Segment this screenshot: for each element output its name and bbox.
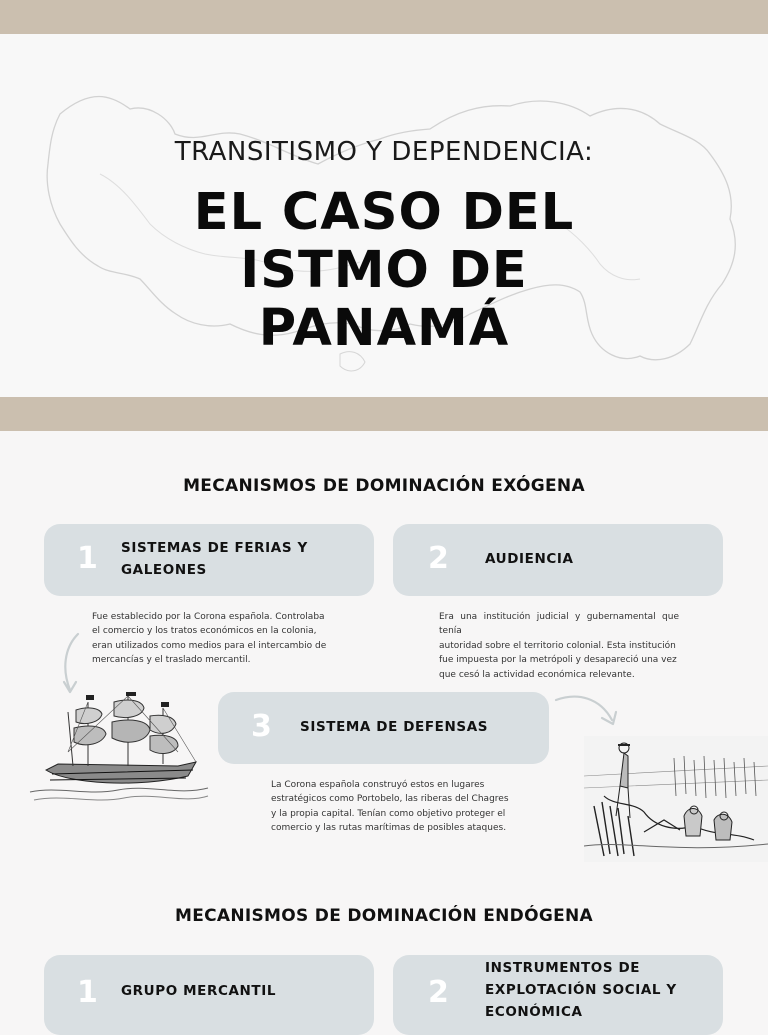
top-band — [0, 0, 768, 34]
card-number: 2 — [428, 975, 449, 1010]
description-line: que cesó la actividad económica relevante. — [439, 669, 635, 680]
exogena-heading: MECANISMOS DE DOMINACIÓN EXÓGENA — [183, 476, 585, 496]
exogena-card-1 — [44, 524, 374, 596]
card-label: GRUPO MERCANTIL — [121, 983, 277, 999]
description-line: mercancías y el traslado mercantil. — [92, 655, 251, 666]
card-label — [121, 537, 308, 581]
card-number: 3 — [251, 709, 272, 744]
hero-section — [0, 34, 768, 397]
description-line: comercio y las rutas marítimas de posibles ataques. — [271, 823, 507, 834]
card-label-line-2: GALEONES — [121, 562, 207, 578]
description-line: La Corona española construyó estos en lugares — [271, 780, 485, 790]
exogena-description-2 — [439, 610, 679, 682]
card-number: 1 — [77, 975, 98, 1010]
title-line-1: EL CASO DEL — [193, 183, 575, 242]
card-label: AUDIENCIA — [485, 551, 574, 567]
soldiers-illustration — [584, 736, 768, 862]
curved-arrow-icon — [56, 630, 96, 700]
description-line: y la propia capital. Tenían como objetivo proteger el — [271, 808, 506, 819]
card-label-line-2: EXPLOTACIÓN SOCIAL Y — [485, 982, 677, 998]
exogena-description-3 — [271, 778, 511, 836]
description-line: fue impuesta por la metrópoli y desapareció una vez — [439, 655, 677, 666]
endogena-card-1 — [44, 955, 374, 1035]
title-line-2: ISTMO DE — [240, 241, 528, 300]
page-subtitle: TRANSITISMO Y DEPENDENCIA: — [174, 137, 594, 167]
card-label-line-3: ECONÓMICA — [485, 1004, 583, 1020]
page-title — [0, 184, 768, 358]
exogena-card-2 — [393, 524, 723, 596]
description-line: eran utilizados como medios para el intercambio de — [92, 640, 327, 651]
exogena-card-3 — [218, 692, 549, 764]
endogena-heading: MECANISMOS DE DOMINACIÓN ENDÓGENA — [175, 906, 593, 926]
description-line: autoridad sobre el territorio colonial. Esta institución — [439, 640, 676, 651]
description-line: Era una institución judicial y gubernamental que tenía — [439, 612, 679, 637]
galleon-illustration — [28, 692, 210, 810]
title-line-3: PANAMÁ — [258, 299, 510, 358]
exogena-description-1 — [92, 610, 332, 668]
endogena-card-2 — [393, 955, 723, 1035]
card-label-line-1: SISTEMAS DE FERIAS Y — [121, 540, 308, 556]
card-label-line-1: INSTRUMENTOS DE — [485, 960, 641, 976]
card-number: 2 — [428, 541, 449, 576]
card-label — [485, 957, 677, 1023]
card-number: 1 — [77, 541, 98, 576]
curved-arrow-icon — [552, 690, 622, 730]
description-line: estratégicos como Portobelo, las riberas del Chagres — [271, 794, 509, 805]
description-line: el comercio y los tratos económicos en la colonia, — [92, 626, 317, 637]
divider-band — [0, 397, 768, 431]
description-line: Fue establecido por la Corona española. Controlaba — [92, 612, 325, 622]
card-label: SISTEMA DE DEFENSAS — [300, 719, 489, 735]
